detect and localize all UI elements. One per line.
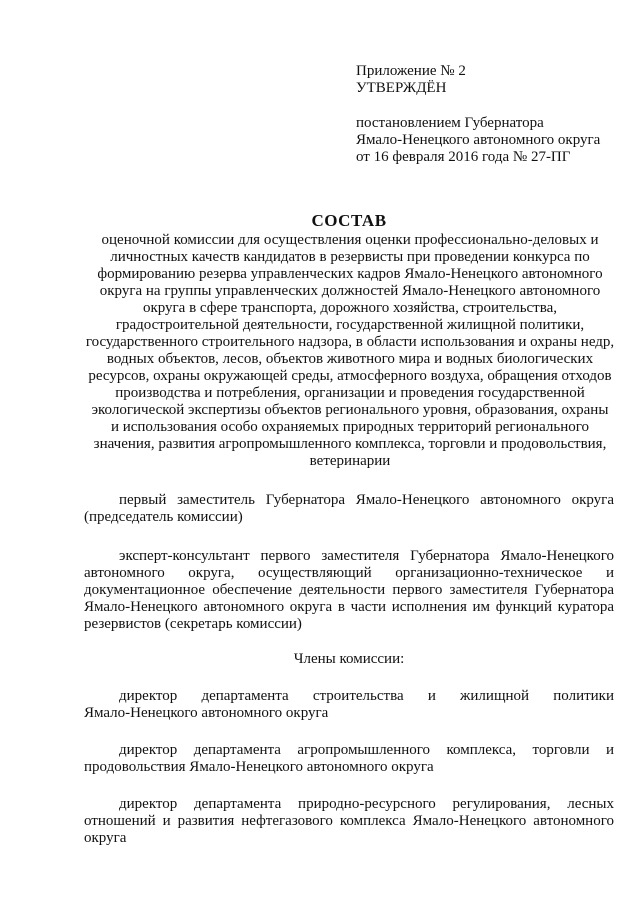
subtitle-line: производства и потребления, организации и проведения государственной xyxy=(115,385,585,401)
member-line-1: директор департамента природно-ресурсного регулирования, лесных xyxy=(119,796,614,812)
decree-line-1: постановлением Губернатора xyxy=(356,115,544,131)
member-line-2: Ямало-Ненецкого автономного округа xyxy=(84,705,329,721)
secretary-line-3: документационное обеспечение деятельности первого заместителя Губернатора xyxy=(84,582,614,598)
subtitle-line: градостроительной деятельности, государственной жилищной политики, xyxy=(115,317,585,333)
subtitle-line: личностных качеств кандидатов в резервисты при проведении конкурса по xyxy=(110,249,590,265)
subtitle-line: округа на группы управленческих должностей Ямало-Ненецкого автономного xyxy=(99,283,601,299)
subtitle-line: водных объектов, лесов, объектов животного мира и водных биологических xyxy=(106,351,594,367)
member-entry xyxy=(84,796,614,847)
subtitle-line: и использования особо охраняемых природных территорий регионального xyxy=(110,419,590,435)
chairman-line-1: первый заместитель Губернатора Ямало-Ненецкого автономного округа xyxy=(119,492,614,508)
document-subtitle xyxy=(80,232,620,470)
appendix-number: Приложение № 2 xyxy=(356,63,466,79)
subtitle-line: формированию резерва управленческих кадров Ямало-Ненецкого автономного xyxy=(97,266,603,282)
secretary-entry xyxy=(84,548,614,633)
subtitle-line: ветеринарии xyxy=(309,453,391,469)
secretary-line-4: Ямало-Ненецкого автономного округа в части исполнения им функций куратора xyxy=(84,599,614,615)
member-line-2: продовольствия Ямало-Ненецкого автономного округа xyxy=(84,759,434,775)
secretary-line-2: автономного округа, осуществляющий организационно-техническое и xyxy=(84,565,614,581)
subtitle-line: государственного строительного надзора, в области использования и охраны недр, xyxy=(85,334,615,350)
document-title: СОСТАВ xyxy=(311,211,387,230)
member-line-1: директор департамента агропромышленного комплекса, торговли и xyxy=(119,742,614,758)
subtitle-line: значения, развития агропромышленного комплекса, торговли и продовольствия, xyxy=(93,436,607,452)
member-line-3: округа xyxy=(84,830,127,846)
subtitle-line: ресурсов, охраны окружающей среды, атмосферного воздуха, обращения отходов xyxy=(88,368,612,384)
member-entry xyxy=(84,742,614,776)
members-heading: Члены комиссии: xyxy=(293,651,405,667)
chairman-entry xyxy=(84,492,614,526)
subtitle-line: округа в сфере транспорта, дорожного хозяйства, строительства, xyxy=(142,300,558,316)
secretary-line-5: резервистов (секретарь комиссии) xyxy=(84,616,302,632)
secretary-line-1: эксперт-консультант первого заместителя Губернатора Ямало-Ненецкого xyxy=(119,548,614,564)
approved-stamp: УТВЕРЖДЁН xyxy=(356,80,447,96)
member-entry xyxy=(84,688,614,722)
member-line-2: отношений и развития нефтегазового комплекса Ямало-Ненецкого автономного xyxy=(84,813,614,829)
approval-header xyxy=(356,63,626,166)
member-line-1: директор департамента строительства и жилищной политики xyxy=(119,688,614,704)
subtitle-line: экологической экспертизы объектов регионального уровня, образования, охраны xyxy=(91,402,609,418)
decree-line-2: Ямало-Ненецкого автономного округа xyxy=(356,132,601,148)
decree-line-3: от 16 февраля 2016 года № 27-ПГ xyxy=(356,149,571,165)
chairman-line-2: (председатель комиссии) xyxy=(84,509,243,525)
subtitle-line: оценочной комиссии для осуществления оценки профессионально-деловых и xyxy=(101,232,599,248)
